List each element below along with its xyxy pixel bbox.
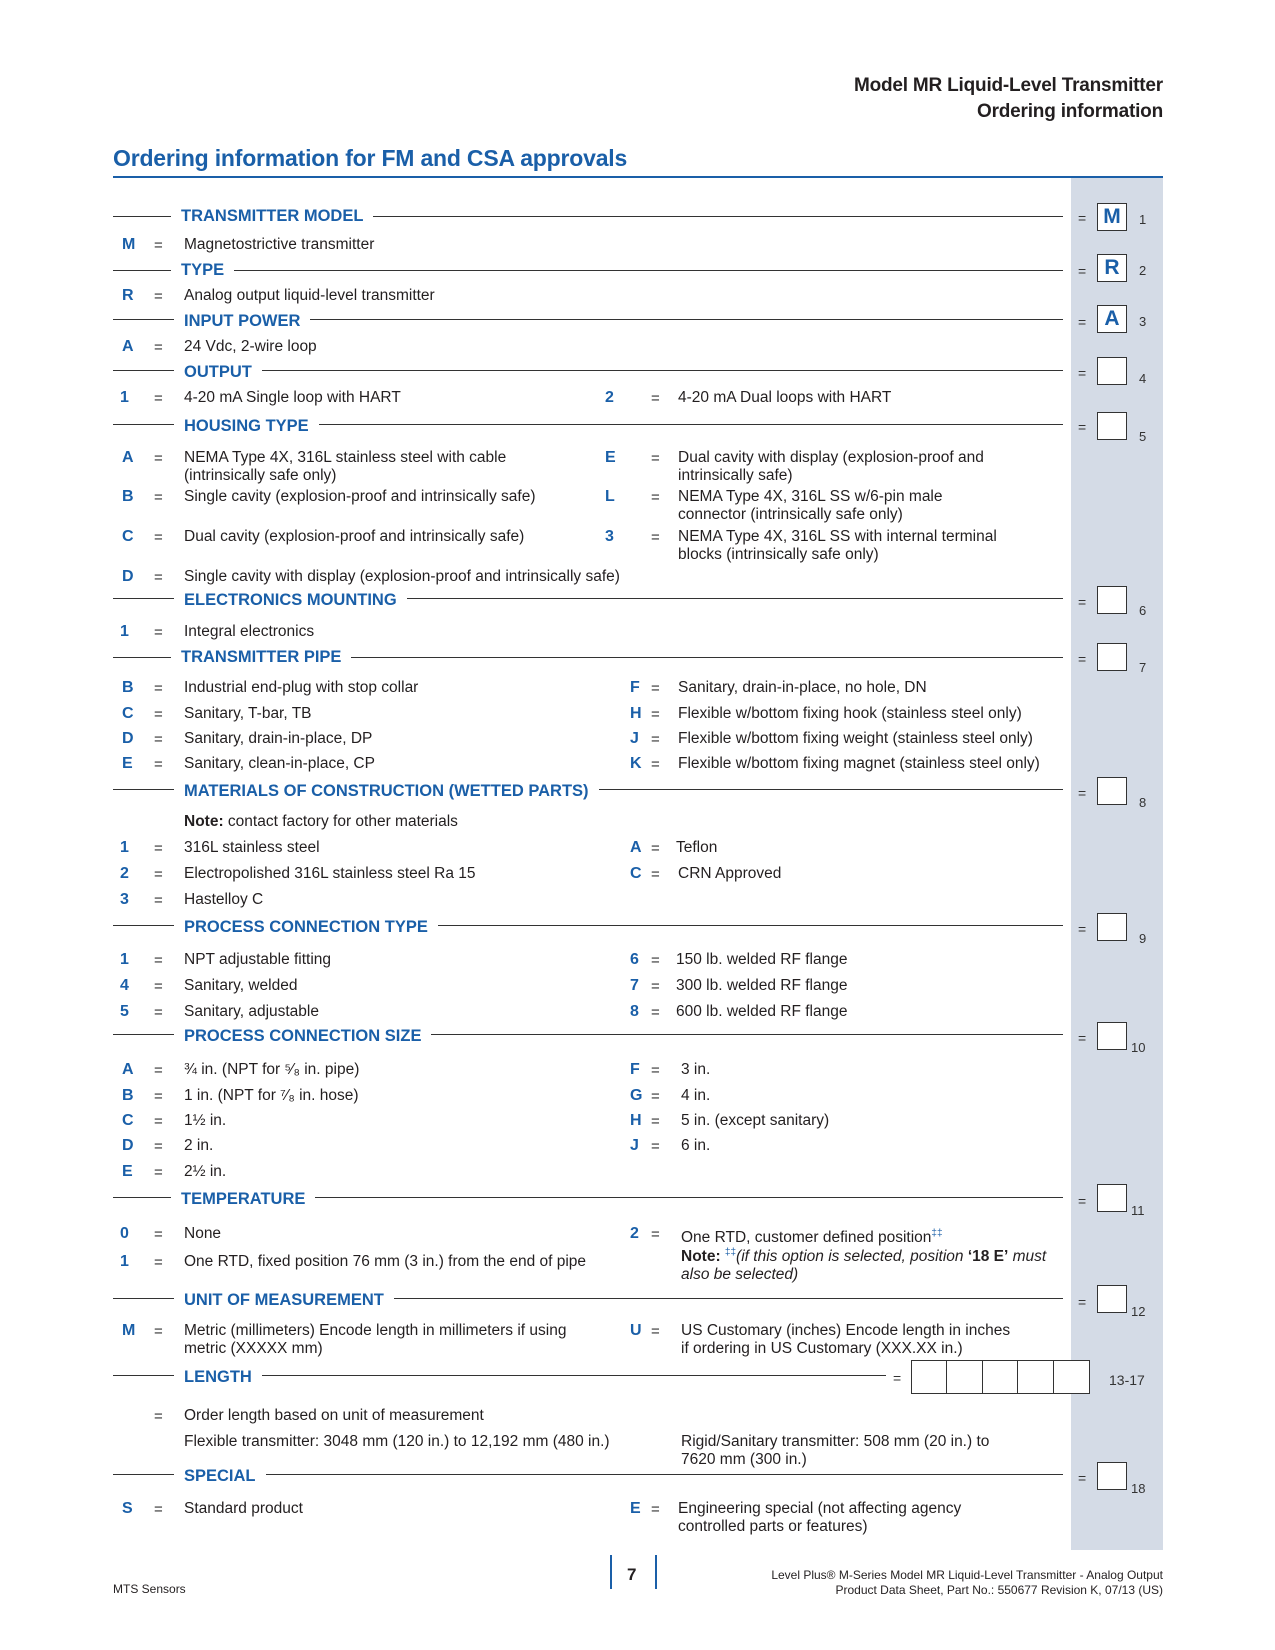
option-code: 6 [630,951,639,968]
option-text: 3 in. [681,1061,711,1078]
position-number: 3 [1139,314,1147,329]
option-code: A [630,839,642,856]
option-code: K [630,755,642,772]
option-equals: = [154,978,163,995]
section-title: UNIT OF MEASUREMENT [174,1290,394,1310]
temperature-note [681,1244,1066,1284]
option-code: E [122,755,133,772]
option-code: 1 [120,1253,129,1270]
option-code: 1 [120,389,129,406]
flexible-length-range: Flexible transmitter: 3048 mm (120 in.) to 12,192 mm (480 in.) [184,1433,610,1450]
option-text: NEMA Type 4X, 316L SS with internal terminal blocks (intrinsically safe only) [678,528,997,563]
note-text-end: must also be selected) [681,1248,1047,1284]
option-equals: = [651,1113,660,1130]
option-equals: = [651,489,660,506]
section-title: SPECIAL [174,1466,266,1486]
option-text: 300 lb. welded RF flange [676,977,848,994]
option-code: L [605,488,615,505]
option-equals: = [154,288,163,305]
equals-sign: = [1078,1030,1087,1046]
option-equals: = [154,237,163,254]
position-number: 9 [1139,931,1147,946]
option-text: Sanitary, T-bar, TB [184,705,312,722]
option-code: B [122,679,134,696]
position-number: 1 [1139,212,1147,227]
equals-sign: = [1078,1193,1087,1209]
position-number: 5 [1139,429,1147,444]
option-equals: = [154,866,163,883]
code-box-5[interactable] [1097,412,1127,440]
option-text: 4 in. [681,1087,711,1104]
option-code: 2 [605,389,614,406]
option-equals: = [651,952,660,969]
option-code: 2 [630,1225,639,1242]
doc-title: Model MR Liquid-Level Transmitter [853,75,1163,96]
option-equals: = [154,529,163,546]
option-equals: = [651,1004,660,1021]
section-title: TRANSMITTER MODEL [171,206,373,226]
section-title: TYPE [171,260,234,280]
option-text: 2½ in. [184,1163,227,1180]
option-equals: = [651,1226,660,1243]
code-box-18[interactable] [1097,1462,1127,1490]
option-equals: = [154,1323,163,1340]
option-code: 3 [120,891,129,908]
option-code: 3 [605,528,614,545]
equals-sign: = [1078,1294,1087,1310]
position-number: 8 [1139,795,1147,810]
option-text: Electropolished 316L stainless steel Ra 15 [184,865,476,882]
option-equals: = [651,978,660,995]
footer-company: MTS Sensors [113,1582,186,1596]
option-text: Sanitary, welded [184,977,298,994]
option-text: Standard product [184,1500,303,1517]
option-text: Teflon [676,839,718,856]
option-equals: = [651,1138,660,1155]
option-text: 6 in. [681,1137,711,1154]
option-code: H [630,705,642,722]
option-text: 316L stainless steel [184,839,320,856]
option-equals: = [154,489,163,506]
section-title: INPUT POWER [174,311,310,331]
section-title: MATERIALS OF CONSTRUCTION (WETTED PARTS) [174,781,599,801]
position-number: 13-17 [1109,1372,1145,1388]
option-equals: = [651,1323,660,1340]
option-code: G [630,1087,643,1104]
equals-sign: = [1078,365,1087,381]
code-box-7[interactable] [1097,643,1127,671]
option-text: Hastelloy C [184,891,264,908]
equals-sign: = [1078,651,1087,667]
option-equals: = [651,866,660,883]
option-text: Dual cavity with display (explosion-proof and intrinsically safe) [678,449,984,484]
option-code: M [122,236,136,253]
option-code: 1 [120,623,129,640]
option-code: C [122,528,134,545]
option-text: Flexible w/bottom fixing magnet (stainless steel only) [678,755,1040,772]
option-text: 600 lb. welded RF flange [676,1003,848,1020]
option-equals: = [154,1004,163,1021]
equals-sign: = [1078,419,1087,435]
option-code: 7 [630,977,639,994]
section-title: OUTPUT [174,362,262,382]
option-equals: = [154,450,163,467]
option-equals: = [154,1113,163,1130]
option-equals: = [154,1062,163,1079]
option-text: Sanitary, clean-in-place, CP [184,755,375,772]
length-boxes [911,1360,1090,1394]
option-text: 1½ in. [184,1112,227,1129]
option-code: 4 [120,977,129,994]
option-code: C [630,865,642,882]
length-digit-box[interactable] [982,1360,1019,1394]
option-equals: = [154,756,163,773]
option-equals: = [154,624,163,641]
footer-product-line2: Product Data Sheet, Part No.: 550677 Revision K, 07/13 (US) [835,1583,1163,1597]
code-box-4[interactable] [1097,357,1127,385]
title-rule [113,176,1163,178]
option-text: 24 Vdc, 2-wire loop [184,338,317,355]
option-equals: = [651,731,660,748]
option-code: 0 [120,1225,129,1242]
option-text: 1 in. (NPT for ⁷⁄₈ in. hose) [184,1087,359,1104]
option-text: NEMA Type 4X, 316L SS w/6-pin male connector (intrinsically safe only) [678,488,943,523]
option-equals: = [651,1062,660,1079]
option-text: 2 in. [184,1137,214,1154]
option-code: D [122,1137,134,1154]
equals-sign: = [1078,1470,1087,1486]
option-text: Dual cavity (explosion-proof and intrinsically safe) [184,528,525,545]
page-number-bar-right [655,1555,657,1589]
option-text: CRN Approved [678,865,782,882]
code-box-11[interactable] [1097,1184,1127,1212]
code-box-10[interactable] [1097,1022,1127,1050]
position-number: 6 [1139,603,1147,618]
option-equals: = [651,840,660,857]
option-equals: = [154,731,163,748]
option-code: U [630,1322,642,1339]
option-code: J [630,1137,639,1154]
option-code: 1 [120,839,129,856]
option-code: E [605,449,616,466]
equals-sign: = [893,1370,902,1386]
length-digit-box[interactable] [1053,1360,1090,1394]
option-code: 1 [120,951,129,968]
option-code: B [122,488,134,505]
code-box-8[interactable] [1097,777,1127,805]
option-equals: = [154,680,163,697]
option-equals: = [651,450,660,467]
equals-sign: = [1078,263,1087,279]
option-text: None [184,1225,222,1242]
option-text: 5 in. (except sanitary) [681,1112,830,1129]
option-text: NPT adjustable fitting [184,951,332,968]
code-box-12[interactable] [1097,1285,1127,1313]
code-box-1[interactable]: M [1097,203,1127,231]
note-text: (if this option is selected, position [736,1248,968,1266]
option-code: F [630,679,640,696]
option-equals: = [154,1254,163,1271]
option-code: E [630,1500,641,1517]
option-equals: = [651,1501,660,1518]
section-rule [113,270,1063,271]
option-text: US Customary (inches) Encode length in inches if ordering in US Customary (XXX.XX in.) [681,1322,1011,1357]
position-number: 12 [1131,1304,1146,1319]
option-text: Metric (millimeters) Encode length in millimeters if using metric (XXXXX mm) [184,1322,567,1357]
option-code: 5 [120,1003,129,1020]
code-box-3[interactable]: A [1097,305,1127,333]
position-number: 11 [1131,1203,1145,1218]
option-text: Single cavity (explosion-proof and intrinsically safe) [184,488,536,505]
option-code: C [122,1112,134,1129]
section-title: PROCESS CONNECTION SIZE [174,1026,431,1046]
section-title: ELECTRONICS MOUNTING [174,590,407,610]
option-text: 4-20 mA Dual loops with HART [678,389,892,406]
option-equals: = [651,756,660,773]
option-equals: = [154,1408,163,1425]
option-equals: = [651,1088,660,1105]
option-code: D [122,730,134,747]
option-text: Magnetostrictive transmitter [184,236,375,253]
option-text: One RTD, fixed position 76 mm (3 in.) from the end of pipe [184,1253,587,1270]
option-equals: = [651,680,660,697]
option-code: C [122,705,134,722]
length-rule-text: Order length based on unit of measurement [184,1407,484,1424]
option-text: Flexible w/bottom fixing hook (stainless steel only) [678,705,1022,722]
length-digit-box[interactable] [946,1360,983,1394]
option-code: A [122,338,134,355]
option-text: Integral electronics [184,623,315,640]
option-equals: = [154,952,163,969]
option-equals: = [651,706,660,723]
option-text: Industrial end-plug with stop collar [184,679,419,696]
footer-product-line1: Level Plus® M-Series Model MR Liquid-Level Transmitter - Analog Output [771,1568,1163,1582]
code-box-9[interactable] [1097,913,1127,941]
option-text: Sanitary, drain-in-place, no hole, DN [678,679,927,696]
equals-sign: = [1078,314,1087,330]
section-title: TRANSMITTER PIPE [171,647,351,667]
option-equals: = [154,339,163,356]
note-label: Note: [184,813,224,830]
option-text: Analog output liquid-level transmitter [184,287,435,304]
equals-sign: = [1078,594,1087,610]
option-code: A [122,449,134,466]
rigid-length-range: Rigid/Sanitary transmitter: 508 mm (20 in.) to 7620 mm (300 in.) [681,1433,990,1468]
option-equals: = [154,569,163,586]
option-equals: = [154,1138,163,1155]
page-title: Ordering information for FM and CSA approvals [113,145,628,171]
equals-sign: = [1078,785,1087,801]
option-text: Sanitary, drain-in-place, DP [184,730,373,747]
position-number: 18 [1131,1481,1146,1496]
dagger-mark: ‡‡ [931,1228,943,1239]
option-text: 150 lb. welded RF flange [676,951,848,968]
option-code: M [122,1322,136,1339]
option-code: S [122,1500,133,1517]
option-text: Single cavity with display (explosion-proof and intrinsically safe) [184,568,620,585]
option-code: B [122,1087,134,1104]
option-code: A [122,1061,134,1078]
equals-sign: = [1078,921,1087,937]
footer-product [771,1568,1163,1598]
option-equals: = [154,390,163,407]
option-code: R [122,287,134,304]
option-equals: = [154,1226,163,1243]
option-equals: = [651,529,660,546]
materials-note [184,813,458,831]
option-text: Engineering special (not affecting agency controlled parts or features) [678,1500,962,1535]
page-number: 7 [627,1565,637,1584]
section-title: HOUSING TYPE [174,416,319,436]
position-number: 4 [1139,371,1147,386]
note-text: contact factory for other materials [223,813,458,830]
equals-sign: = [1078,210,1087,226]
note-position: ‘18 E’ [967,1248,1009,1266]
option-text: NEMA Type 4X, 316L stainless steel with cable (intrinsically safe only) [184,449,507,484]
option-code: 2 [120,865,129,882]
section-title: TEMPERATURE [171,1189,315,1209]
length-digit-box[interactable] [1017,1360,1054,1394]
position-number: 10 [1131,1040,1146,1055]
position-number: 2 [1139,263,1147,278]
option-equals: = [154,1501,163,1518]
option-equals: = [154,706,163,723]
note-label: Note: [681,1248,721,1266]
option-equals: = [154,892,163,909]
length-digit-box[interactable] [911,1360,948,1394]
option-text: Flexible w/bottom fixing weight (stainless steel only) [678,730,1033,747]
code-box-6[interactable] [1097,586,1127,614]
section-title: LENGTH [174,1367,262,1387]
option-code: E [122,1163,133,1180]
position-number: 7 [1139,660,1147,675]
option-text: ¾ in. (NPT for ⁵⁄₈ in. pipe) [184,1061,360,1078]
option-code: D [122,568,134,585]
option-equals: = [154,1164,163,1181]
rtd-custom-text: One RTD, customer defined position [681,1229,932,1247]
option-code: H [630,1112,642,1129]
option-text: Sanitary, adjustable [184,1003,319,1020]
doc-subtitle: Ordering information [976,101,1163,122]
option-code: J [630,730,639,747]
option-equals: = [154,1088,163,1105]
option-equals: = [651,390,660,407]
option-code: F [630,1061,640,1078]
page-number-bar-left [610,1555,612,1589]
option-equals: = [154,840,163,857]
code-box-2[interactable]: R [1097,254,1127,282]
option-code: 8 [630,1003,639,1020]
section-title: PROCESS CONNECTION TYPE [174,917,438,937]
option-text: 4-20 mA Single loop with HART [184,389,401,406]
dagger-mark: ‡‡ [724,1247,737,1258]
